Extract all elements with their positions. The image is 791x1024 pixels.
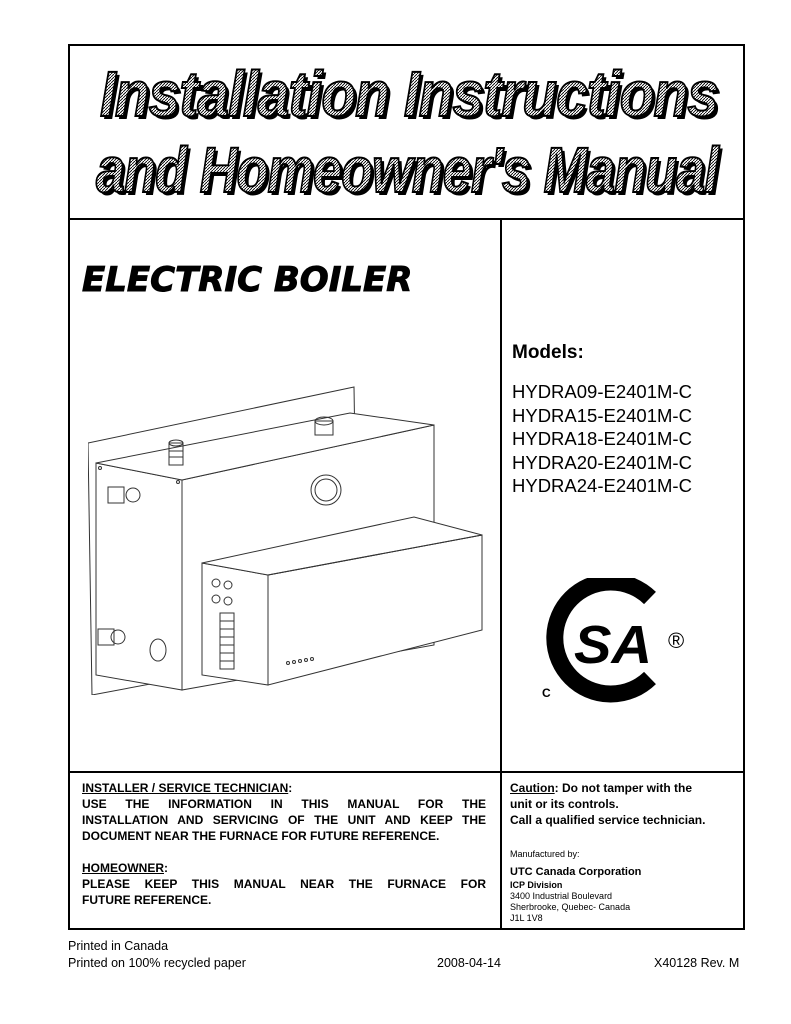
- manual-title: [90, 56, 730, 206]
- model-item: HYDRA20-E2401M-C: [512, 451, 692, 473]
- manufacturer-postal-code: J1L 1V8: [510, 913, 543, 923]
- model-list: [512, 380, 692, 498]
- model-item: HYDRA18-E2401M-C: [512, 428, 692, 449]
- title-line2: and Homeowner's Manual: [96, 134, 720, 206]
- column-divider: [500, 220, 502, 928]
- model-item: HYDRA15-E2401M-C: [512, 404, 692, 426]
- title-line1: Installation Instructions: [100, 58, 718, 130]
- caution-text: unit or its controls.: [510, 797, 619, 811]
- manufacturer-company: UTC Canada Corporation: [510, 866, 642, 878]
- manufacturer-city: Sherbrooke, Quebec- Canada: [510, 902, 631, 912]
- manufacturer-division: ICP Division: [510, 880, 563, 890]
- homeowner-heading-colon: :: [164, 861, 168, 875]
- footer-document-number: X40128 Rev. M: [654, 956, 740, 970]
- electric-boiler-illustration: [88, 385, 488, 695]
- homeowner-text-line: PLEASE KEEP THIS MANUAL NEAR THE FURNACE FOR: [82, 877, 486, 891]
- registered-mark: ®: [668, 628, 685, 653]
- models-label: Models:: [512, 342, 584, 363]
- caution-section: [510, 780, 740, 828]
- homeowner-heading: HOMEOWNER: [82, 861, 164, 875]
- model-item: HYDRA24-E2401M-C: [512, 475, 692, 496]
- manufacturer-address: 3400 Industrial Boulevard: [510, 891, 613, 901]
- installer-text-line: USE THE INFORMATION IN THIS MANUAL FOR THE: [82, 797, 486, 811]
- footer-date: 2008-04-14: [437, 956, 501, 970]
- product-title: ELECTRIC BOILER: [82, 260, 413, 300]
- section-divider: [70, 771, 743, 773]
- manufactured-by-label: Manufactured by:: [510, 849, 580, 859]
- footer-printed-in: Printed in Canada: [68, 939, 169, 953]
- title-line2-shadow: and Homeowner's Manual: [99, 137, 723, 206]
- title-divider: [70, 218, 743, 220]
- model-item: HYDRA09-E2401M-C: [512, 381, 692, 402]
- csa-c-mark: C: [542, 686, 551, 700]
- csa-letters: SA: [574, 615, 652, 675]
- homeowner-text-line: FUTURE REFERENCE.: [82, 893, 212, 907]
- footer-recycled: Printed on 100% recycled paper: [68, 956, 246, 970]
- caution-text: : Do not tamper with the: [554, 781, 692, 795]
- caution-label: Caution: [510, 781, 555, 795]
- installer-text-line: DOCUMENT NEAR THE FURNACE FOR FUTURE REFERENCE.: [82, 829, 440, 843]
- installer-section: [82, 780, 486, 844]
- caution-text: Call a qualified service technician.: [510, 813, 706, 827]
- installer-heading: INSTALLER / SERVICE TECHNICIAN: [82, 781, 289, 795]
- title-line1-shadow: Installation Instructions: [103, 61, 721, 133]
- installer-text-line: INSTALLATION AND SERVICING OF THE UNIT AND KEEP THE: [82, 813, 486, 827]
- installer-heading-colon: :: [288, 781, 293, 795]
- csa-certification-logo: [540, 578, 700, 703]
- homeowner-section: [82, 860, 486, 908]
